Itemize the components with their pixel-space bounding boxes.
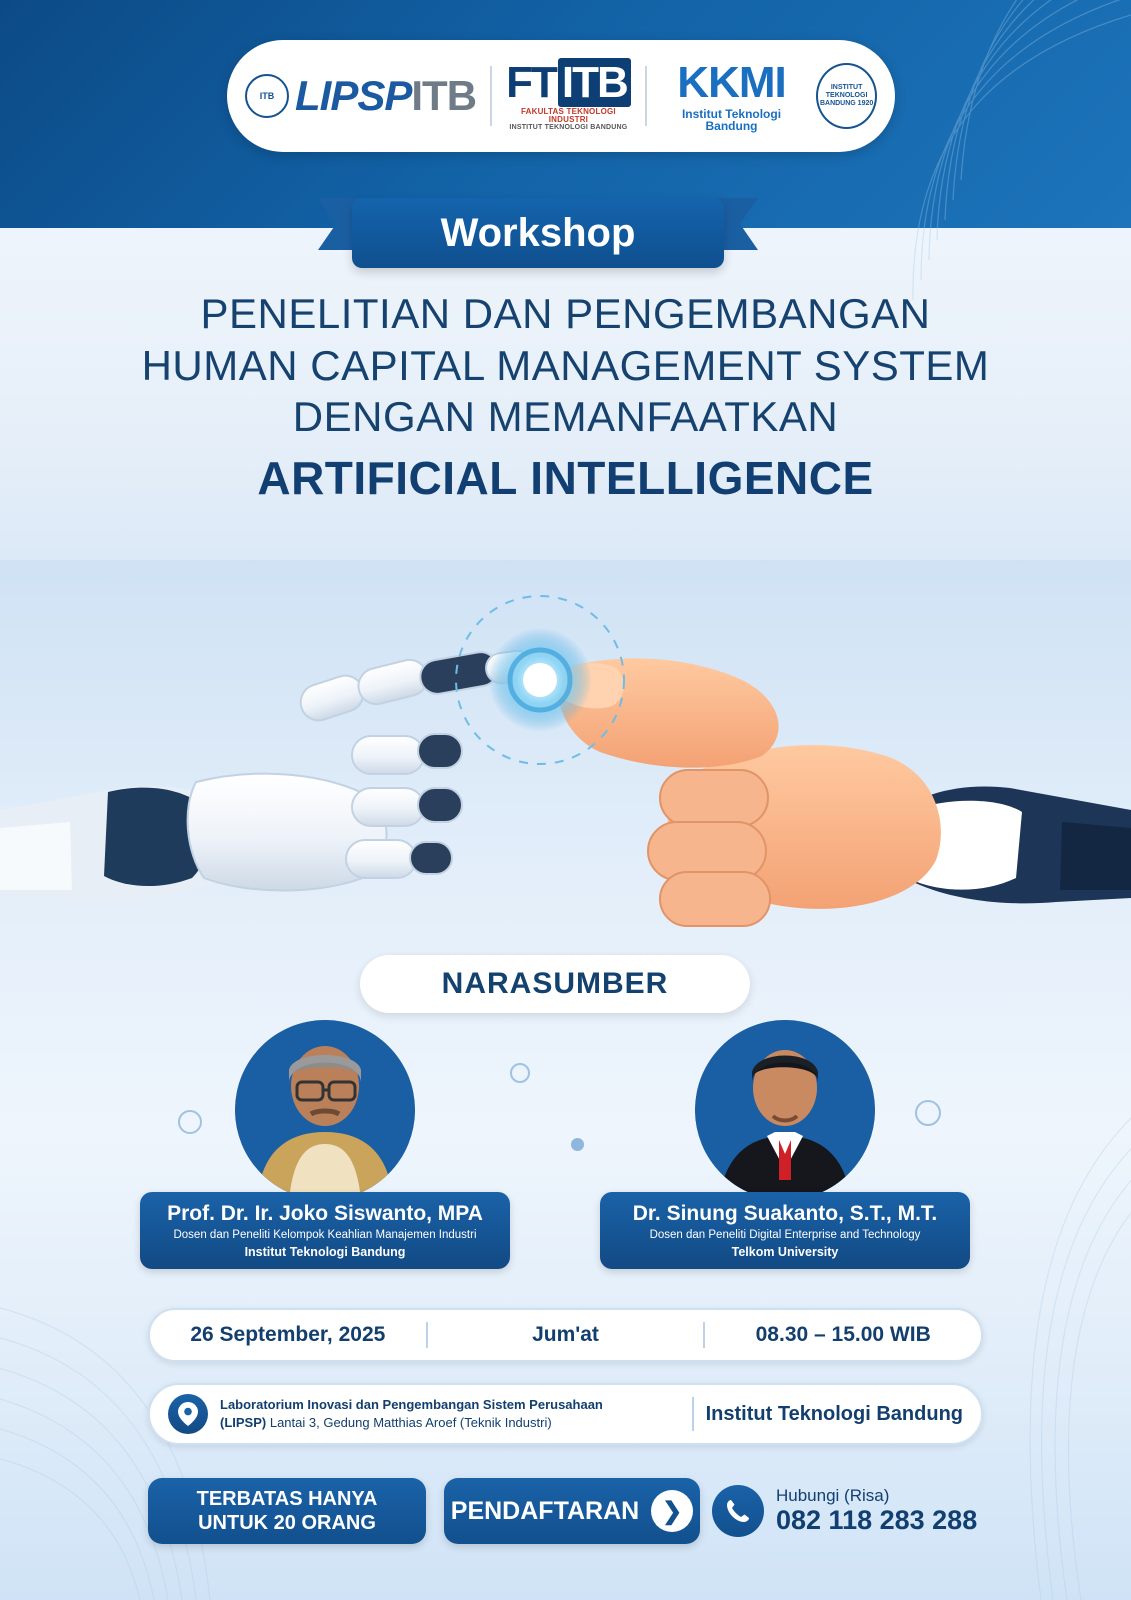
kkmi-logo bbox=[661, 57, 802, 133]
phone-icon bbox=[712, 1485, 764, 1537]
schedule-day: Jum'at bbox=[532, 1323, 599, 1346]
robot-hand bbox=[0, 649, 534, 901]
location-pin-icon bbox=[168, 1394, 208, 1434]
capacity-line-1: TERBATAS HANYA bbox=[196, 1488, 378, 1510]
speaker-2-role: Dosen dan Peneliti Digital Enterprise and Technology bbox=[649, 1229, 921, 1242]
venue-divider bbox=[692, 1397, 694, 1431]
venue-line-2-bold: (LIPSP) bbox=[220, 1415, 267, 1430]
ft-label: FT bbox=[506, 58, 556, 107]
contact-label: Hubungi (Risa) bbox=[776, 1485, 890, 1505]
fti-itb-logo bbox=[506, 58, 631, 131]
registration-button[interactable] bbox=[444, 1478, 700, 1544]
speaker-1-photo bbox=[235, 1020, 415, 1200]
kkmi-sub-label: Institut Teknologi Bandung bbox=[681, 106, 782, 133]
capacity-line-2: UNTUK 20 ORANG bbox=[198, 1512, 376, 1534]
lipsp-label: LIPSP bbox=[295, 72, 412, 119]
schedule-date: 26 September, 2025 bbox=[190, 1323, 386, 1346]
speaker-1-role: Dosen dan Peneliti Kelompok Keahlian Manajemen Industri bbox=[173, 1229, 477, 1242]
contact-number: 082 118 283 288 bbox=[776, 1505, 978, 1536]
schedule-time: 08.30 – 15.00 WIB bbox=[755, 1323, 931, 1346]
workshop-ribbon bbox=[318, 198, 758, 270]
contact-block[interactable] bbox=[712, 1478, 1012, 1544]
fti-itb-box-label: ITB bbox=[558, 58, 631, 107]
venue-address bbox=[220, 1396, 680, 1431]
speaker-2-org: Telkom University bbox=[731, 1245, 839, 1260]
poster-title bbox=[0, 288, 1131, 505]
lipsp-itb-label: ITB bbox=[411, 72, 477, 119]
narasumber-heading-pill bbox=[360, 955, 750, 1013]
speaker-2-info bbox=[600, 1192, 970, 1269]
itb-seal-icon: ITB bbox=[245, 74, 289, 118]
title-highlight: ARTIFICIAL INTELLIGENCE bbox=[257, 451, 874, 504]
human-hand bbox=[558, 658, 1131, 926]
logo-divider-1 bbox=[490, 66, 492, 126]
logo-bar bbox=[227, 40, 895, 152]
chevron-right-icon: ❯ bbox=[651, 1490, 693, 1532]
speaker-card-2 bbox=[600, 1020, 970, 1269]
title-line-3: DENGAN MEMANFAATKAN bbox=[292, 393, 839, 441]
speaker-2-photo bbox=[695, 1020, 875, 1200]
robot-human-hands-illustration bbox=[0, 560, 1131, 980]
venue-bar bbox=[148, 1383, 983, 1445]
ribbon-label: Workshop bbox=[440, 210, 636, 255]
venue-line-1: Laboratorium Inovasi dan Pengembangan Sistem Perusahaan bbox=[220, 1397, 603, 1413]
itb-seal-large-icon: INSTITUT TEKNOLOGI BANDUNG 1920 bbox=[816, 63, 877, 129]
decorative-dot-1 bbox=[571, 1138, 584, 1151]
logo-divider-2 bbox=[645, 66, 647, 126]
lipsp-itb-logo bbox=[245, 72, 476, 120]
schedule-bar bbox=[148, 1308, 983, 1362]
speaker-1-org: Institut Teknologi Bandung bbox=[244, 1245, 406, 1260]
ribbon-body bbox=[352, 198, 724, 268]
speaker-card-1 bbox=[140, 1020, 510, 1269]
contact-text bbox=[776, 1486, 977, 1537]
lipsp-wordmark bbox=[295, 72, 476, 120]
decorative-circle-2 bbox=[510, 1063, 530, 1083]
venue-line-2-rest: Lantai 3, Gedung Matthias Aroef (Teknik Industri) bbox=[266, 1415, 552, 1430]
kkmi-label: KKMI bbox=[677, 57, 786, 107]
registration-label: PENDAFTARAN bbox=[450, 1496, 640, 1525]
title-line-2: HUMAN CAPITAL MANAGEMENT SYSTEM bbox=[141, 341, 990, 389]
fti-line2: INSTITUT TEKNOLOGI BANDUNG bbox=[509, 124, 628, 131]
capacity-badge bbox=[148, 1478, 426, 1544]
fti-line1: FAKULTAS TEKNOLOGI INDUSTRI bbox=[520, 107, 616, 124]
speaker-2-name: Dr. Sinung Suakanto, S.T., M.T. bbox=[632, 1202, 938, 1225]
narasumber-heading: NARASUMBER bbox=[441, 967, 669, 1000]
speaker-1-info bbox=[140, 1192, 510, 1269]
title-line-1: PENELITIAN DAN PENGEMBANGAN bbox=[200, 290, 931, 337]
speaker-1-name: Prof. Dr. Ir. Joko Siswanto, MPA bbox=[167, 1202, 483, 1225]
venue-organization: Institut Teknologi Bandung bbox=[705, 1402, 963, 1425]
